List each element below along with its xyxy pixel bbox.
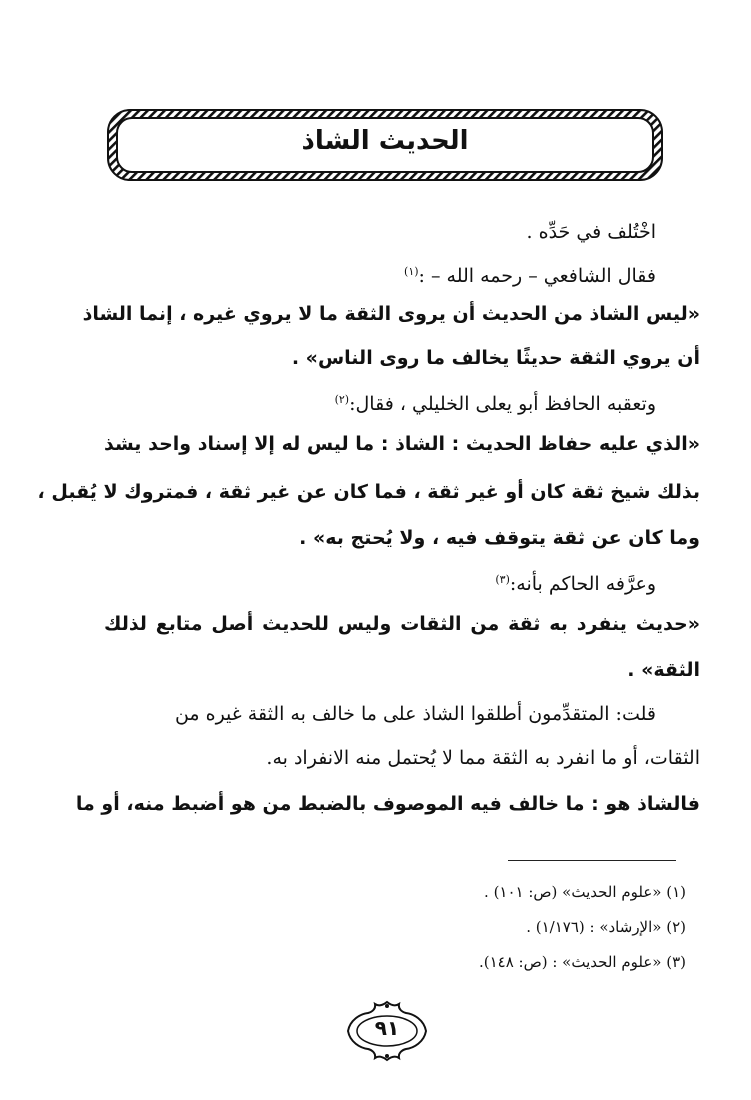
page-number: ٩١ (374, 1016, 400, 1040)
paragraph-shafii: فقال الشافعي – رحمه الله – :$^{(١)}$ (404, 265, 656, 287)
definition-line-1: فالشاذ هو : ما خالف فيه الموصوف بالضبط من هو أضبط منه، أو ما (75, 793, 700, 815)
chapter-title-frame (106, 108, 664, 182)
footnote-1: (١) «علوم الحديث» (ص: ١٠١) . (484, 883, 686, 901)
footnotes (300, 875, 686, 980)
footnote-ref-2: (٢) (334, 393, 350, 406)
footnote-separator (508, 860, 676, 861)
paragraph-author-line-2: الثقات، أو ما انفرد به الثقة مما لا يُحتمل منه الانفراد به. (266, 747, 700, 769)
quote-shafii-line-2: أن يروي الثقة حديثًا يخالف ما روى الناس» . (291, 347, 700, 369)
footnote-3: (٣) «علوم الحديث» : (ص: ١٤٨). (478, 953, 686, 971)
page-number-ornament (344, 1000, 430, 1062)
footnote-ref-3: (٣) (495, 573, 510, 586)
paragraph-intro: اخْتُلف في حَدِّه . (526, 221, 656, 243)
quote-shafii-line-1: «ليس الشاذ من الحديث أن يروى الثقة ما لا يروي غيره ، إنما الشاذ (82, 303, 700, 325)
quote-khalili-line-3: وما كان عن ثقة يتوقف فيه ، ولا يُحتج به» . (299, 527, 700, 549)
footnote-ref-1: (١) (404, 265, 419, 278)
quote-khalili-line-1: «الذي عليه حفاظ الحديث : الشاذ : ما ليس له إلا إسناد واحد يشذ (104, 433, 700, 455)
footnote-2: (٢) «الإرشاد» : (١/١٧٦) . (526, 918, 686, 936)
paragraph-author-line-1: قلت: المتقدِّمون أطلقوا الشاذ على ما خالف به الثقة غيره من (174, 703, 656, 725)
quote-khalili-line-2: بذلك شيخ ثقة كان أو غير ثقة ، فما كان عن غير ثقة ، فمتروك لا يُقبل ، (37, 481, 700, 503)
quote-hakim-line-1: «حديث ينفرد به ثقة من الثقات وليس للحديث أصل متابع لذلك (104, 613, 700, 635)
main-text (37, 212, 700, 828)
paragraph-khalili: وتعقبه الحافظ أبو يعلى الخليلي ، فقال:$^{(٢)}$ (334, 393, 656, 415)
chapter-title: الحديث الشاذ (301, 126, 469, 156)
paragraph-hakim: وعرَّفه الحاكم بأنه:$^{(٣)}$ (495, 573, 656, 595)
quote-hakim-line-2: الثقة» . (627, 659, 700, 681)
